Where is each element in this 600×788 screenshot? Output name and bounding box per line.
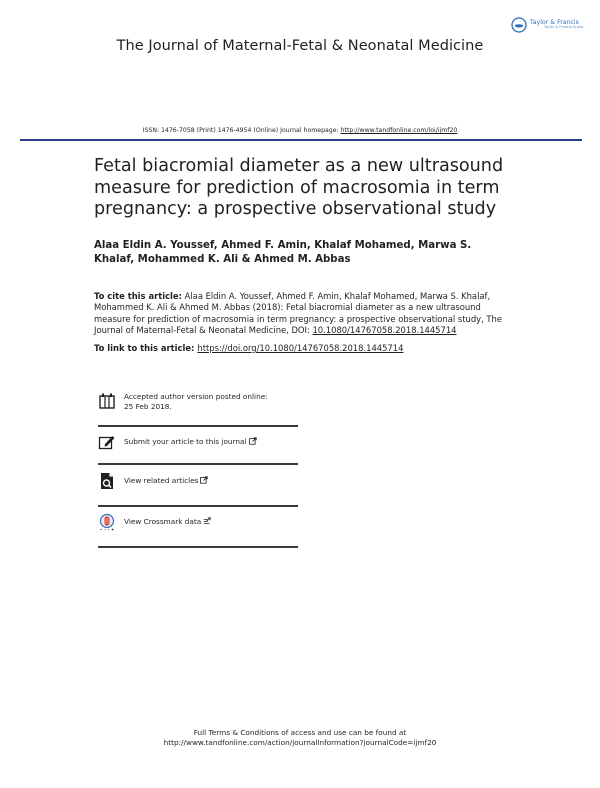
external-link-icon (203, 517, 211, 525)
info-divider (98, 546, 298, 548)
crossmark-text[interactable]: View Crossmark data (124, 517, 202, 526)
publisher-name: Taylor & Francis (530, 19, 579, 27)
article-info-box (98, 388, 298, 548)
external-link-icon (200, 476, 208, 484)
article-title: Fetal biacromial diameter as a new ultrasound measure for prediction of macrosomia in term pregnancy: a prospective observational study (94, 156, 504, 219)
article-doi-link[interactable]: https://doi.org/10.1080/14767058.2018.1445714 (197, 343, 404, 353)
article-link-line (94, 343, 514, 353)
issn-text: ISSN: 1476-7058 (Print) 1476-4954 (Online) Journal homepage: (142, 127, 341, 134)
info-divider (98, 505, 298, 507)
citation-label: To cite this article: (94, 291, 182, 301)
related-articles-item[interactable] (98, 472, 298, 490)
crossmark-item[interactable] (98, 513, 298, 531)
article-link-label: To link to this article: (94, 343, 195, 353)
crossmark-icon (98, 513, 116, 531)
accepted-date-item (98, 392, 298, 411)
citation-text: Alaa Eldin A. Youssef, Ahmed F. Amin, Khalaf Mohamed, Marwa S. Khalaf, Mohammed K. Ali & Ahmed M. Abbas (2018): Fetal biacromial diameter as a new ultrasound measure for prediction of macrosomia in term pregnancy: a prospective observational study, The Journal of Maternal-Fetal & Neonatal Medicine, DOI: (94, 291, 502, 335)
info-divider (98, 425, 298, 427)
accepted-date-text: Accepted author version posted online: 25 Feb 2018. (124, 392, 268, 411)
submit-article-text[interactable]: Submit your article to this journal (124, 437, 247, 446)
article-authors: Alaa Eldin A. Youssef, Ahmed F. Amin, Khalaf Mohamed, Marwa S. Khalaf, Mohammed K. Ali & Ahmed M. Abbas (94, 240, 472, 265)
terms-url-link[interactable]: http://www.tandfonline.com/action/journalInformation?journalCode=ijmf20 (163, 737, 437, 747)
terms-text: Full Terms & Conditions of access and use can be found at (193, 728, 407, 737)
external-link-icon (249, 437, 257, 445)
publisher-subtitle: Taylor & Francis Group (544, 25, 584, 30)
info-divider (98, 463, 298, 465)
taylor-francis-logo-icon (511, 17, 527, 33)
terms-footer (0, 728, 600, 747)
edit-pencil-icon (98, 433, 116, 451)
header-divider (20, 139, 582, 141)
journal-title: The Journal of Maternal-Fetal & Neonatal Medicine (116, 38, 484, 54)
issn-line (0, 127, 600, 134)
submit-article-item[interactable] (98, 433, 298, 451)
document-search-icon (98, 472, 116, 490)
publisher-logo[interactable] (511, 15, 587, 35)
calendar-icon (98, 392, 116, 410)
citation-block (94, 291, 514, 336)
journal-homepage-link[interactable]: http://www.tandfonline.com/loi/ijmf20 (340, 127, 458, 134)
related-articles-text[interactable]: View related articles (124, 476, 199, 485)
citation-doi-link[interactable]: 10.1080/14767058.2018.1445714 (312, 324, 457, 335)
